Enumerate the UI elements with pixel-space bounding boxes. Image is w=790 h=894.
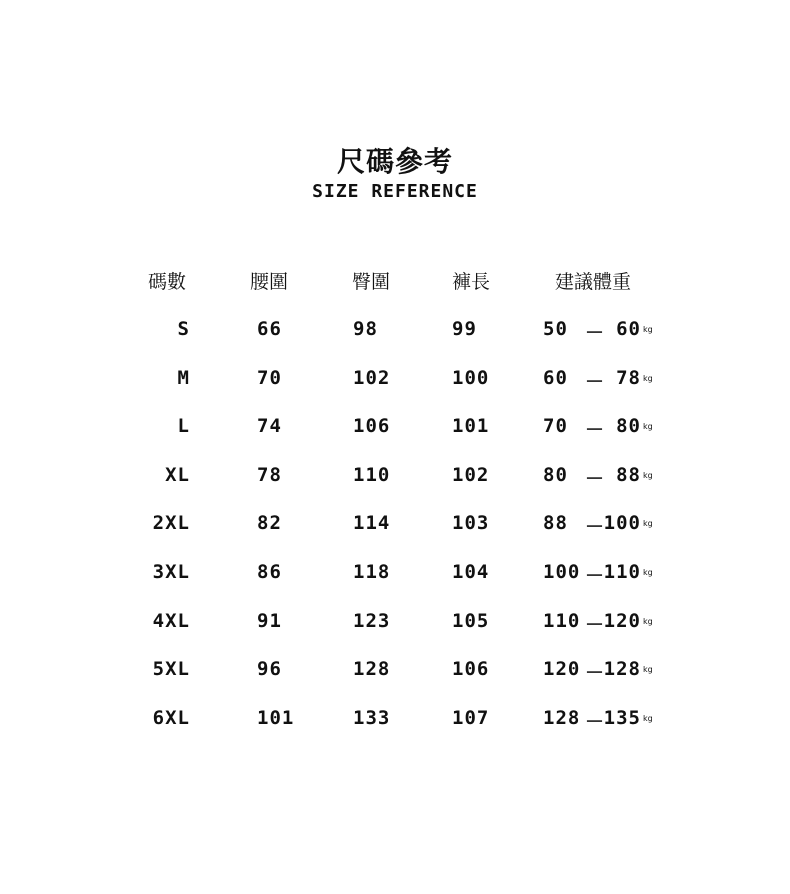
header-length: 褲長 [452,271,491,293]
length-cell: 104 [452,561,490,583]
waist-cell: 91 [257,610,282,632]
weight-unit: kg [643,471,653,480]
waist-cell: 101 [257,707,295,729]
hip-cell: 114 [353,512,391,534]
weight-min-cell: 100 [543,561,581,583]
weight-range-dash: － [585,565,606,587]
weight-min-cell: 88 [543,512,568,534]
header-size: 碼數 [148,271,187,293]
hip-cell: 128 [353,658,391,680]
table-row [0,561,790,591]
weight-range-dash: － [585,371,606,393]
length-cell: 107 [452,707,490,729]
size-cell: 4XL [152,610,190,632]
table-row [0,318,790,348]
header-waist: 腰圍 [250,271,289,293]
length-cell: 106 [452,658,490,680]
weight-max-cell: 88 [616,464,641,486]
size-cell: M [177,367,190,389]
hip-cell: 133 [353,707,391,729]
length-cell: 99 [452,318,477,340]
hip-cell: 102 [353,367,391,389]
waist-cell: 74 [257,415,282,437]
header-hip: 臀圍 [352,271,391,293]
weight-unit: kg [643,714,653,723]
size-cell: XL [165,464,190,486]
length-cell: 100 [452,367,490,389]
weight-range-dash: － [585,662,606,684]
waist-cell: 78 [257,464,282,486]
size-cell: 3XL [152,561,190,583]
waist-cell: 70 [257,367,282,389]
size-cell: L [177,415,190,437]
size-cell: 6XL [152,707,190,729]
weight-max-cell: 80 [616,415,641,437]
waist-cell: 96 [257,658,282,680]
table-row [0,610,790,640]
table-row [0,658,790,688]
hip-cell: 106 [353,415,391,437]
table-row [0,415,790,445]
length-cell: 103 [452,512,490,534]
weight-max-cell: 120 [603,610,641,632]
waist-cell: 82 [257,512,282,534]
weight-range-dash: － [585,468,606,490]
weight-unit: kg [643,519,653,528]
weight-max-cell: 60 [616,318,641,340]
page-title: 尺碼參考 [336,145,453,178]
weight-min-cell: 60 [543,367,568,389]
weight-max-cell: 135 [603,707,641,729]
waist-cell: 86 [257,561,282,583]
weight-min-cell: 120 [543,658,581,680]
weight-min-cell: 50 [543,318,568,340]
size-cell: 2XL [152,512,190,534]
weight-range-dash: － [585,516,606,538]
weight-unit: kg [643,325,653,334]
hip-cell: 123 [353,610,391,632]
weight-max-cell: 128 [603,658,641,680]
weight-range-dash: － [585,711,606,733]
hip-cell: 118 [353,561,391,583]
page-subtitle: SIZE REFERENCE [312,181,478,202]
weight-max-cell: 110 [603,561,641,583]
header-weight: 建議體重 [555,271,632,293]
weight-min-cell: 128 [543,707,581,729]
length-cell: 102 [452,464,490,486]
weight-min-cell: 110 [543,610,581,632]
weight-range-dash: － [585,322,606,344]
length-cell: 101 [452,415,490,437]
weight-unit: kg [643,422,653,431]
waist-cell: 66 [257,318,282,340]
weight-unit: kg [643,665,653,674]
table-row [0,464,790,494]
weight-range-dash: － [585,614,606,636]
weight-unit: kg [643,617,653,626]
weight-range-dash: － [585,419,606,441]
table-row [0,512,790,542]
weight-unit: kg [643,374,653,383]
weight-unit: kg [643,568,653,577]
size-cell: S [177,318,190,340]
size-cell: 5XL [152,658,190,680]
weight-min-cell: 80 [543,464,568,486]
table-row [0,707,790,737]
hip-cell: 110 [353,464,391,486]
length-cell: 105 [452,610,490,632]
weight-min-cell: 70 [543,415,568,437]
weight-max-cell: 78 [616,367,641,389]
hip-cell: 98 [353,318,378,340]
weight-max-cell: 100 [603,512,641,534]
table-row [0,367,790,397]
